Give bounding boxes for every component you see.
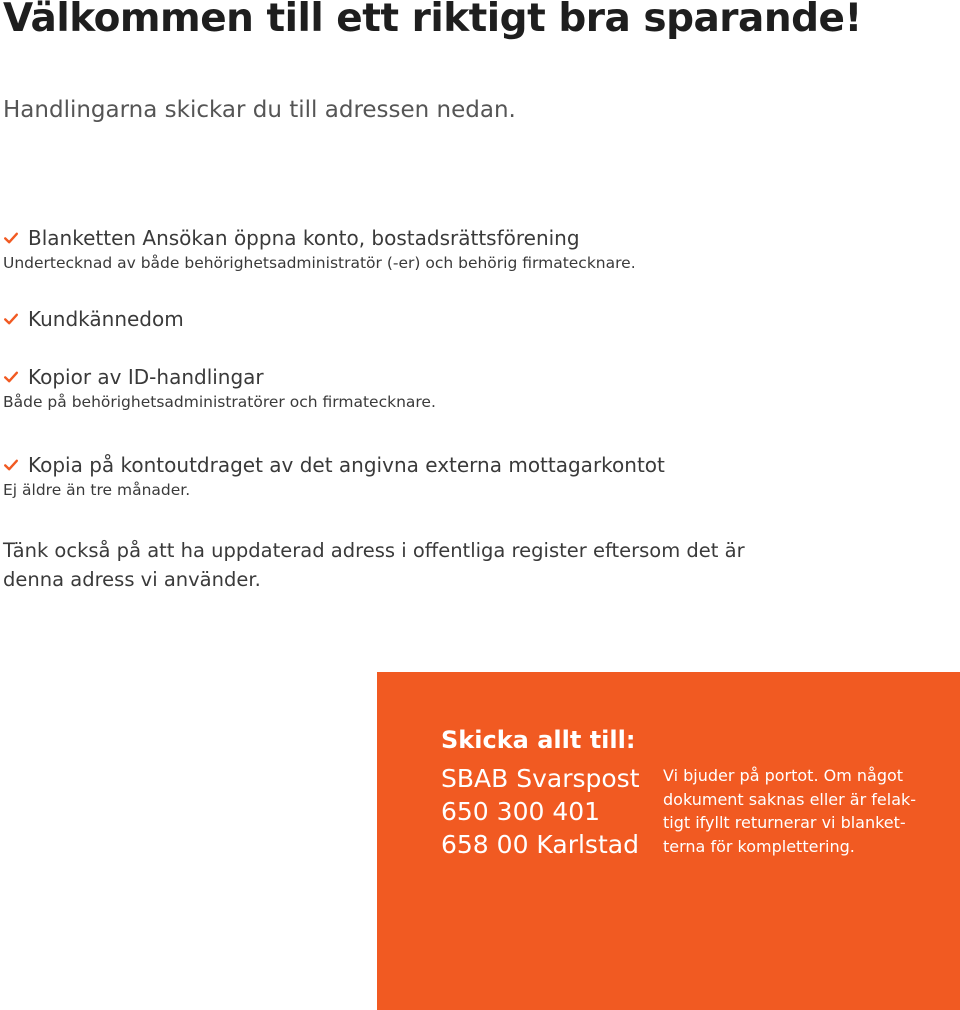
checklist-item-application-form (3, 224, 943, 272)
checklist-item-note: Ej äldre än tre månader. (3, 481, 191, 499)
checklist-item-kyc (3, 305, 943, 333)
mailing-address (441, 762, 640, 861)
intro-text: Handlingarna skickar du till adressen nedan. (3, 97, 516, 123)
mailing-address-box (377, 672, 960, 1010)
checklist-item-title: Blanketten Ansökan öppna konto, bostadsrättsförening (28, 226, 580, 250)
notice-line: dokument saknas eller är felak- (663, 789, 917, 809)
checklist-item-title: Kopia på kontoutdraget av det angivna externa mottagarkontot (28, 453, 665, 477)
notice-line: terna för komplettering. (663, 836, 855, 856)
check-icon (3, 311, 19, 327)
notice-line: Vi bjuder på portot. Om något (663, 766, 904, 785)
checklist-item-note: Både på behörighetsadministratörer och firmatecknare. (3, 393, 436, 411)
closing-note: Tänk också på att ha uppdaterad adress i offentliga register eftersom det är denna adress vi använder. (3, 539, 745, 591)
notice-line: tigt ifyllt returnerar vi blanket- (663, 813, 906, 832)
checklist-item-id-copies (3, 363, 943, 411)
checklist-item-note: Undertecknad av både behörighetsadministratör (-er) och behörig firmatecknare. (3, 254, 636, 272)
check-icon (3, 457, 19, 473)
address-line: 658 00 Karlstad (441, 830, 639, 859)
checklist-item-title: Kopior av ID-handlingar (28, 365, 264, 389)
check-icon (3, 369, 19, 385)
checklist-item-account-statement (3, 451, 943, 499)
checklist-item-title: Kundkännedom (28, 307, 184, 331)
mailing-heading: Skicka allt till: (441, 726, 636, 754)
page-title: Välkommen till ett riktigt bra sparande! (3, 0, 862, 41)
check-icon (3, 230, 19, 246)
address-line: SBAB Svarspost (441, 764, 640, 793)
address-line: 650 300 401 (441, 797, 601, 826)
postage-notice (663, 764, 943, 858)
